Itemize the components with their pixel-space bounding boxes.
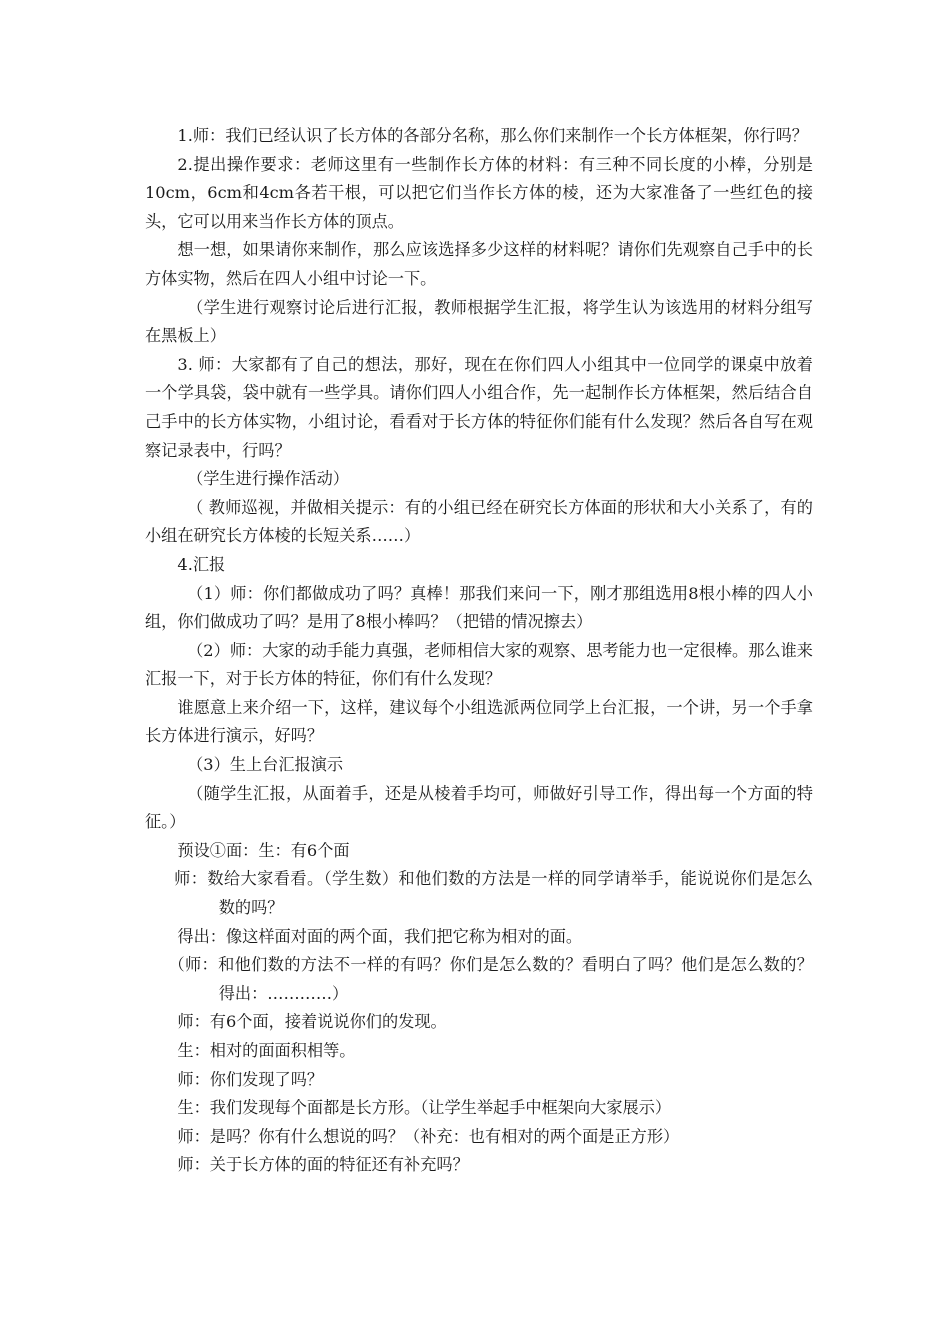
paragraph-4: （学生进行观察讨论后进行汇报，教师根据学生汇报，将学生认为该选用的材料分组写在黑板上） <box>145 297 813 346</box>
paragraph-14: 预设①面：生：有6个面 <box>177 840 350 860</box>
paragraph-3: 想一想，如果请你来制作，那么应该选择多少这样的材料呢？请你们先观察自己手中的长方体实物，然后在四人小组中讨论一下。 <box>145 240 813 288</box>
paragraph-22: 师：是吗？你有什么想说的吗？（补充：也有相对的两个面是正方形） <box>177 1126 680 1146</box>
paragraph-23: 师：关于长方体的面的特征还有补充吗？ <box>177 1155 469 1175</box>
paragraph-11: 谁愿意上来介绍一下，这样，建议每个小组选派两位同学上台汇报，一个讲，另一个手拿长方体进行演示，好吗？ <box>145 697 813 746</box>
paragraph-12: （3）生上台汇报演示 <box>187 755 344 775</box>
paragraph-19: 生：相对的面面积相等。 <box>177 1041 356 1060</box>
paragraph-6: （学生进行操作活动） <box>187 469 349 489</box>
paragraph-7: （ 教师巡视，并做相关提示：有的小组已经在研究长方体面的形状和大小关系了，有的小组在研究长方体棱的长短关系……） <box>145 497 813 546</box>
paragraph-2: 2.提出操作要求：老师这里有一些制作长方体的材料：有三种不同长度的小棒，分别是10cm，6cm和4cm各若干根，可以把它们当作长方体的棱，还为大家准备了一些红色的接头，它可以用来当作长方体的顶点。 <box>145 154 813 231</box>
paragraph-1: 1.师：我们已经认识了长方体的各部分名称，那么你们来制作一个长方体框架，你行吗？ <box>177 126 808 145</box>
paragraph-9: （1）师：你们都做成功了吗？真棒！那我们来问一下，刚才那组选用8根小棒的四人小组，你们做成功了吗？是用了8根小棒吗？（把错的情况擦去） <box>145 583 813 632</box>
paragraph-18: 师：有6个面，接着说说你们的发现。 <box>177 1012 447 1032</box>
paragraph-5: 3. 师：大家都有了自己的想法，那好，现在在你们四人小组其中一位同学的课桌中放着一个学具袋，袋中就有一些学具。请你们四人小组合作，先一起制作长方体框架，然后结合自己手中的长方体实物，小组讨论，看看对于长方体的特征你们能有什么发现？然后各自写在观察记录表中，行吗？ <box>145 354 813 460</box>
paragraph-13: （随学生汇报，从面着手，还是从棱着手均可，师做好引导工作，得出每一个方面的特征。） <box>145 783 813 832</box>
paragraph-16: 得出：像这样面对面的两个面，我们把它称为相对的面。 <box>177 926 583 946</box>
paragraph-10: （2）师：大家的动手能力真强，老师相信大家的观察、思考能力也一定很棒。那么谁来汇报一下，对于长方体的特征，你们有什么发现？ <box>145 640 813 689</box>
paragraph-21: 生：我们发现每个面都是长方形。（让学生举起手中框架向大家展示） <box>177 1098 672 1118</box>
paragraph-15: 师：数给大家看看。（学生数）和他们数的方法是一样的同学请举手，能说说你们是怎么数的吗？ <box>174 869 813 918</box>
paragraph-8: 4.汇报 <box>177 554 226 574</box>
paragraph-17: （师：和他们数的方法不一样的有吗？你们是怎么数的？看明白了吗？他们是怎么数的？得出：…………） <box>168 955 813 1003</box>
paragraph-20: 师：你们发现了吗？ <box>177 1069 324 1089</box>
document-body <box>145 122 813 1180</box>
